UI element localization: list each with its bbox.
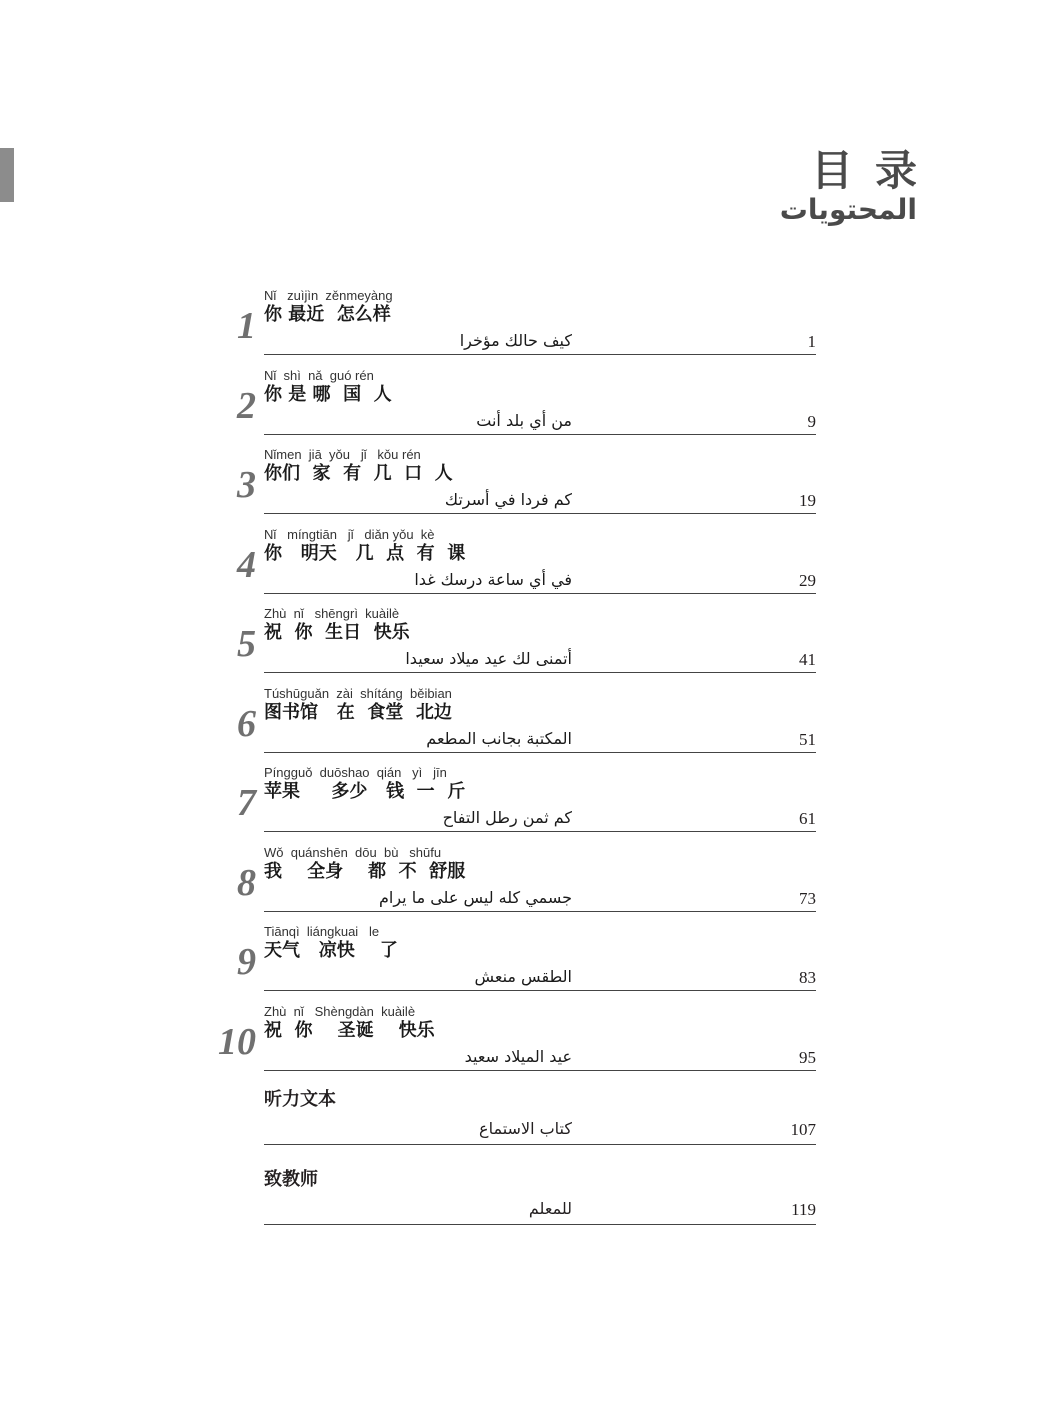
lesson-title-arabic: أتمنى لك عيد ميلاد سعيدا (405, 649, 572, 668)
toc-entry[interactable] (0, 924, 1039, 1004)
lesson-number: 5 (237, 623, 256, 665)
divider (264, 672, 816, 673)
lesson-number: 10 (218, 1021, 256, 1063)
divider (264, 990, 816, 991)
lesson-number: 9 (237, 941, 256, 983)
toc-entry[interactable] (0, 845, 1039, 925)
toc-entry[interactable] (0, 447, 1039, 527)
lesson-title-chinese: 天气 凉快 了 (264, 940, 398, 961)
lesson-title-chinese: 苹果 多少 钱 一 斤 (264, 781, 466, 802)
lesson-pinyin: Tiānqì liángkuai le (264, 924, 380, 939)
lesson-title-arabic: الطقس منعش (474, 967, 572, 986)
divider (264, 354, 816, 355)
lesson-title-chinese: 祝 你 生日 快乐 (264, 622, 410, 643)
page-number: 51 (799, 730, 816, 749)
lesson-pinyin: Nǐ míngtiān jǐ diǎn yǒu kè (264, 527, 435, 542)
page-title-arabic: المحتويات (779, 193, 917, 226)
divider (264, 911, 816, 912)
toc-entry-teacher[interactable] (0, 1168, 1039, 1238)
lesson-pinyin: Zhù nǐ shēngrì kuàilè (264, 606, 400, 621)
page-number: 29 (799, 571, 816, 590)
lesson-number: 3 (237, 464, 256, 506)
lesson-pinyin: Píngguǒ duōshao qián yì jīn (264, 765, 447, 780)
page-number: 61 (799, 809, 816, 828)
lesson-pinyin: Túshūguǎn zài shítáng běibian (264, 686, 452, 701)
divider (264, 1144, 816, 1145)
lesson-number: 7 (237, 782, 256, 824)
lesson-pinyin: Nǐmen jiā yǒu jǐ kǒu rén (264, 447, 421, 462)
divider (264, 513, 816, 514)
page-number: 9 (807, 412, 816, 431)
lesson-number: 6 (237, 703, 256, 745)
divider (264, 831, 816, 832)
lesson-title-arabic: جسمي كله ليس على ما يرام (378, 888, 572, 907)
lesson-number: 2 (237, 385, 256, 427)
lesson-title-chinese: 你 明天 几 点 有 课 (264, 543, 466, 564)
lesson-title-arabic: من أي بلد أنت (476, 411, 572, 430)
page-number: 107 (790, 1120, 816, 1139)
lesson-title-arabic: كيف حالك مؤخرا (459, 331, 572, 350)
lesson-number: 8 (237, 862, 256, 904)
section-title-chinese: 听力文本 (264, 1089, 336, 1110)
page-number: 95 (799, 1048, 816, 1067)
toc-entry[interactable] (0, 368, 1039, 448)
toc-entry[interactable] (0, 606, 1039, 686)
lesson-pinyin: Nǐ shì nǎ guó rén (264, 368, 374, 383)
lesson-pinyin: Zhù nǐ Shèngdàn kuàilè (264, 1004, 416, 1019)
section-title-chinese: 致教师 (264, 1169, 318, 1190)
divider (264, 1070, 816, 1071)
lesson-title-arabic: عيد الميلاد سعيد (464, 1047, 572, 1066)
toc-entry[interactable] (0, 765, 1039, 845)
divider (264, 1224, 816, 1225)
lesson-pinyin: Nǐ zuìjìn zěnmeyàng (264, 288, 393, 303)
toc-entry[interactable] (0, 686, 1039, 766)
toc-entry[interactable] (0, 1004, 1039, 1084)
lesson-title-arabic: المكتبة بجانب المطعم (426, 729, 572, 748)
page-number: 41 (799, 650, 816, 669)
toc-entry-listening[interactable] (0, 1088, 1039, 1158)
page-title-chinese: 目录 (810, 146, 939, 195)
lesson-title-chinese: 图书馆 在 食堂 北边 (264, 702, 452, 723)
lesson-title-chinese: 你们 家 有 几 口 人 (264, 463, 453, 484)
page-number: 73 (799, 889, 816, 908)
lesson-title-arabic: في أي ساعة درسك غدا (414, 570, 572, 589)
lesson-number: 1 (237, 305, 256, 347)
divider (264, 434, 816, 435)
lesson-title-chinese: 你 最近 怎么样 (264, 304, 391, 325)
divider (264, 752, 816, 753)
toc-entry[interactable] (0, 527, 1039, 607)
page-number: 1 (807, 332, 816, 351)
divider (264, 593, 816, 594)
lesson-title-chinese: 祝 你 圣诞 快乐 (264, 1020, 435, 1041)
section-title-arabic: للمعلم (528, 1199, 572, 1218)
page-number: 83 (799, 968, 816, 987)
lesson-title-arabic: كم ثمن رطل التفاح (442, 808, 572, 827)
lesson-title-chinese: 我 全身 都 不 舒服 (264, 861, 466, 882)
section-title-arabic: كتاب الاستماع (479, 1119, 572, 1138)
edge-tab (0, 148, 14, 202)
page-number: 119 (791, 1200, 816, 1219)
lesson-number: 4 (237, 544, 256, 586)
lesson-pinyin: Wǒ quánshēn dōu bù shūfu (264, 845, 442, 860)
lesson-title-chinese: 你 是 哪 国 人 (264, 384, 392, 405)
lesson-title-arabic: كم فردا في أسرتك (444, 490, 572, 509)
toc-entry[interactable] (0, 288, 1039, 368)
page-number: 19 (799, 491, 816, 510)
